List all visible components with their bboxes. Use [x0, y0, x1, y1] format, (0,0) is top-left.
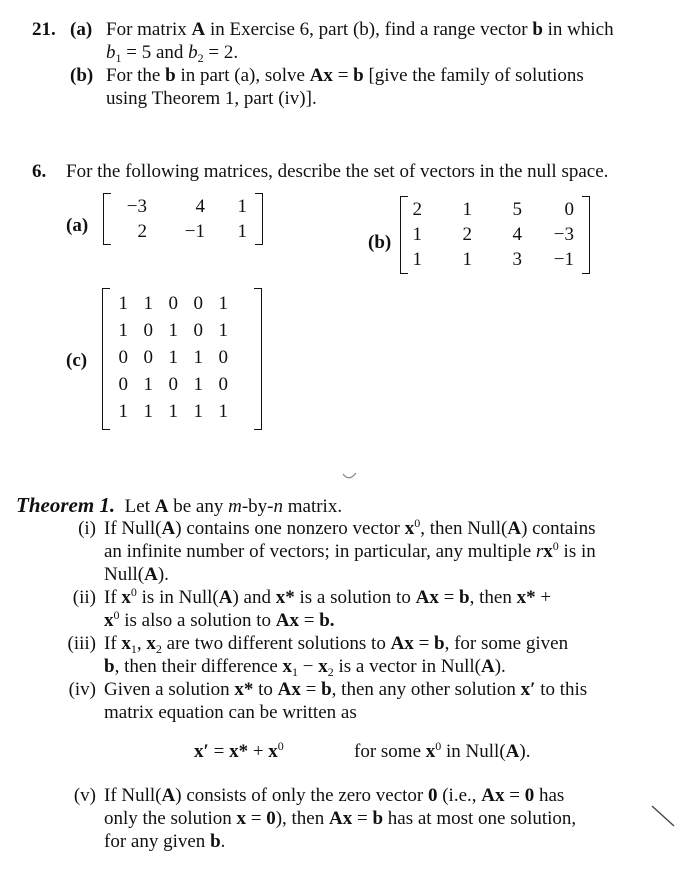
matrix-cell: −3 [553, 224, 574, 245]
matrix-b [400, 196, 590, 274]
matrix-cell: 0 [564, 199, 574, 220]
matrix-cell: 0 [218, 347, 228, 368]
matrix-cell: 2 [412, 199, 422, 220]
matrix-cell: 0 [193, 320, 203, 341]
item-numeral: (ii) [72, 587, 96, 608]
exercise-21 [32, 18, 682, 110]
matrix-cell: 1 [143, 401, 153, 422]
matrix-cell: 1 [168, 401, 178, 422]
matrix-cell: 4 [512, 224, 522, 245]
matrix-b-label: (b) [368, 232, 392, 253]
matrix-cell: 1 [143, 293, 153, 314]
exercise-6-prompt: For the following matrices, describe the set of vectors in the null space. [66, 161, 609, 182]
matrix-cell: 1 [237, 196, 247, 217]
matrix-cell: −1 [553, 249, 574, 270]
matrix-cell: 1 [168, 320, 178, 341]
matrix-cell: 1 [218, 293, 228, 314]
right-bracket [582, 196, 590, 274]
exercise-21-a-text: For matrix A in Exercise 6, part (b), find a range vector b in which [106, 19, 614, 40]
matrix-cell: 1 [143, 374, 153, 395]
right-bracket [254, 288, 262, 430]
matrix-cell: 0 [118, 347, 128, 368]
item-numeral: (iii) [67, 633, 96, 654]
exercise-number: 6. [32, 161, 47, 182]
matrix-cell: −3 [126, 196, 147, 217]
matrix-cell: 0 [143, 347, 153, 368]
matrix-a-label: (a) [66, 215, 89, 236]
theorem-item-iii-line2: b, then their difference $x_1 - x_2$ is a vector in Null(A). [104, 656, 506, 679]
exercise-21-a-line1 [32, 18, 682, 41]
theorem-item-ii-line2: $x^0$ is also a solution to Ax = b. [104, 608, 335, 631]
matrix-cell: 1 [237, 221, 247, 242]
matrix-cell: 1 [462, 199, 472, 220]
matrix-c-label: (c) [66, 350, 88, 371]
right-bracket [255, 193, 263, 245]
scan-mark [650, 802, 680, 830]
part-label-a: (a) [70, 19, 93, 40]
matrix-cell: 0 [193, 293, 203, 314]
matrix-cell: 0 [218, 374, 228, 395]
theorem-item-v-line2: only the solution x = 0), then Ax = b has at most one solution, [104, 808, 577, 829]
item-numeral: (iv) [68, 679, 96, 700]
equation-condition: for some $x^0$ in Null(A). [354, 739, 531, 762]
equation: $x' = x* + x^0$ [194, 739, 284, 762]
exercise-number: 21. [32, 19, 56, 40]
matrix-cell: 1 [462, 249, 472, 270]
matrix-cell: 1 [412, 224, 422, 245]
matrix-cell: 1 [218, 320, 228, 341]
matrix-cell: 2 [462, 224, 472, 245]
theorem-title: Theorem 1. [16, 493, 116, 517]
theorem-intro: Let A be any m-by-n matrix. [124, 496, 343, 517]
matrix-c [102, 288, 262, 430]
theorem-item-i-line3: Null(A). [104, 564, 169, 585]
exercise-6 [32, 160, 682, 183]
matrix-cell: 4 [195, 196, 205, 217]
theorem-item-ii-line1: (ii) If $x^0$ is in Null(A) and x* is a solution to Ax = b, then x* + [16, 586, 686, 609]
theorem-item-iii-line1: (iii) If $x_1$, $x_2$ are two different solutions to Ax = b, for some given [16, 632, 686, 655]
matrix-cell: 0 [168, 374, 178, 395]
matrix-cell: 1 [412, 249, 422, 270]
matrix-cell: 5 [512, 199, 522, 220]
item-numeral: (i) [78, 518, 96, 539]
theorem-item-v-line3: for any given b. [104, 831, 226, 852]
matrix-cell: 1 [193, 401, 203, 422]
matrix-cell: 0 [118, 374, 128, 395]
matrix-cell: 1 [193, 347, 203, 368]
matrix-cell: 1 [218, 401, 228, 422]
exercise-21-b-line2: using Theorem 1, part (iv)]. [106, 88, 317, 109]
theorem-item-iv-equation [16, 740, 686, 763]
theorem-item-iv-line1: (iv) Given a solution x* to Ax = b, then any other solution x′ to this [16, 678, 686, 701]
theorem-item-i-line2: an infinite number of vectors; in particular, any multiple $rx^0$ is in [104, 539, 596, 562]
matrix-cell: 2 [137, 221, 147, 242]
scan-mark [340, 470, 360, 486]
matrix-cell: 1 [118, 320, 128, 341]
item-numeral: (v) [73, 785, 96, 806]
matrix-cell: 0 [143, 320, 153, 341]
matrix-cell: −1 [184, 221, 205, 242]
matrix-cell: 1 [118, 293, 128, 314]
matrix-cell: 0 [168, 293, 178, 314]
matrix-cell: 1 [168, 347, 178, 368]
left-bracket [103, 193, 111, 245]
matrix-cell: 3 [512, 249, 522, 270]
theorem-item-v-line1: (v) If Null(A) consists of only the zero vector 0 (i.e., Ax = 0 has [16, 784, 686, 807]
matrix-cell: 1 [193, 374, 203, 395]
theorem-item-iv-line2: matrix equation can be written as [104, 702, 357, 723]
part-label-b: (b) [70, 65, 94, 86]
theorem-heading [16, 494, 686, 517]
matrix-a [103, 193, 263, 245]
matrix-cell: 1 [118, 401, 128, 422]
exercise-21-b-line1: (b) For the b in part (a), solve Ax = b [give the family of solutions [70, 65, 584, 86]
theorem-1 [16, 494, 686, 853]
theorem-item-i-line1: (i) If Null(A) contains one nonzero vector $x^0$, then Null(A) contains [16, 517, 686, 540]
exercise-6-prompt-line [32, 160, 682, 183]
exercise-21-a-line2: $b_1 = 5$ and $b_2 = 2$. [106, 42, 239, 65]
